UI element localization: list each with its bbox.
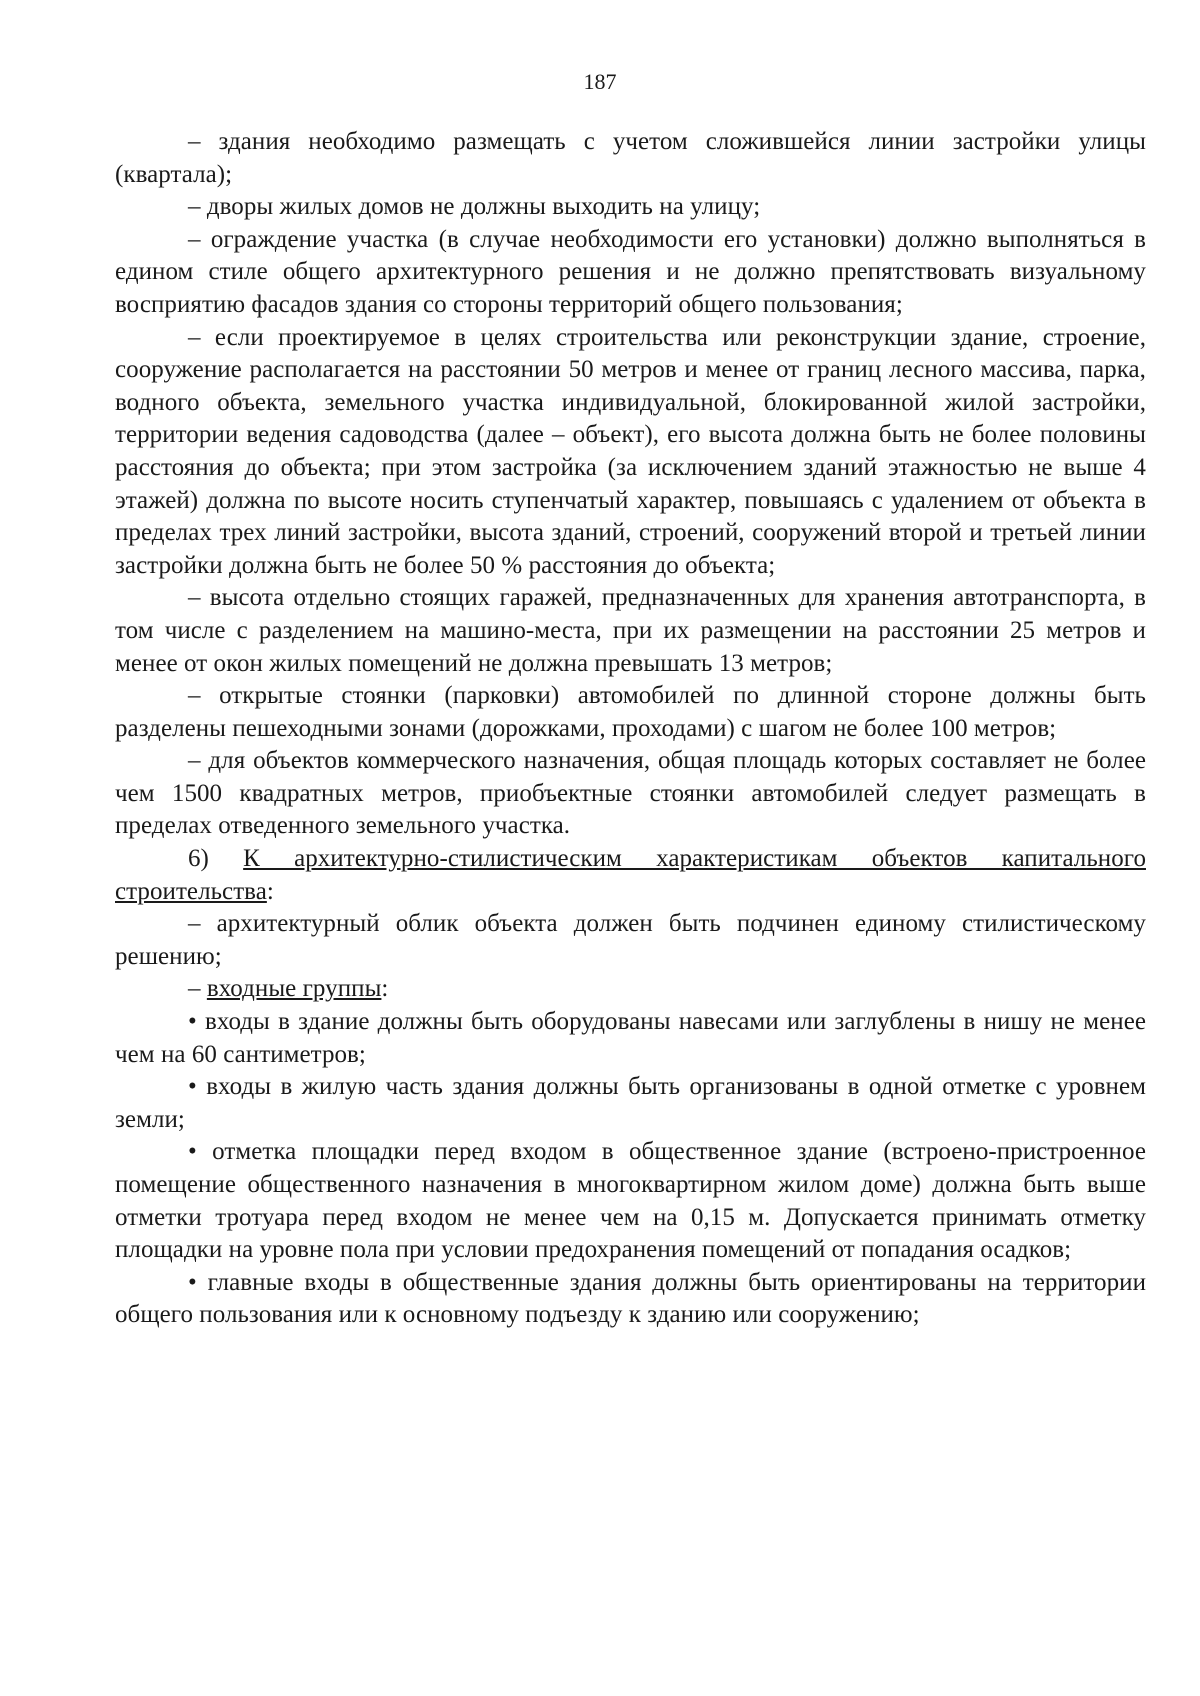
- document-body: [115, 126, 1146, 1332]
- paragraph-parking: – открытые стоянки (парковки) автомобилей по длинной стороне должны быть разделены пешеходными зонами (дорожками, проходами) с шагом не более 100 метров;: [115, 682, 1146, 742]
- entrance-groups-dash: –: [188, 975, 207, 1003]
- paragraph-yards: – дворы жилых домов не должны выходить на улицу;: [188, 193, 761, 221]
- bullet-platform-elevation: • отметка площадки перед входом в общественное здание (встроено-пристроенное помещение общественного назначения в многоквартирном жилом доме) должна быть выше отметки тротуара перед входом не менее чем на 0,15 м. Допускается принимать отметку площадки на уровне пола при условии предохранения помещений от попадания осадков;: [115, 1138, 1146, 1264]
- page-number: 187: [583, 69, 617, 94]
- paragraph-building-height: – если проектируемое в целях строительства или реконструкции здание, строение, сооружение располагается на расстоянии 50 метров и менее от границ лесного массива, парка, водного объекта, земельного участка индивидуальной, блокированной жилой застройки, территории ведения садоводства (далее – объект), его высота должна быть не более половины расстояния до объекта; при этом застройка (за исключением зданий этажностью не выше 4 этажей) должна по высоте носить ступенчатый характер, повышаясь с удалением от объекта в пределах трех линий застройки, высота зданий, строений, сооружений второй и третьей линии застройки должна быть не более 50 % расстояния до объекта;: [115, 323, 1146, 579]
- paragraph-architectural-style: – архитектурный облик объекта должен быть подчинен единому стилистическому решению;: [115, 910, 1146, 970]
- paragraph-building-line: – здания необходимо размещать с учетом сложившейся линии застройки улицы (квартала);: [115, 128, 1146, 188]
- entrance-groups-colon: :: [381, 975, 389, 1003]
- entrance-groups-heading: входные группы: [206, 975, 382, 1003]
- section-6-number: 6): [188, 845, 244, 873]
- paragraph-garages: – высота отдельно стоящих гаражей, предназначенных для хранения автотранспорта, в том числе с разделением на машино-места, при их размещении на расстоянии 25 метров и менее от окон жилых помещений не должна превышать 13 метров;: [115, 584, 1146, 677]
- bullet-main-entrances: • главные входы в общественные здания должны быть ориентированы на территории общего пользования или к основному подъезду к зданию или сооружению;: [115, 1268, 1146, 1329]
- section-6-heading: К архитектурно-стилистическим характеристикам объектов капитального строительства: [115, 845, 1146, 905]
- paragraph-section-6: [115, 843, 1146, 908]
- paragraph-commercial-parking: – для объектов коммерческого назначения, общая площадь которых составляет не более чем 1500 квадратных метров, приобъектные стоянки автомобилей следует размещать в пределах отведенного земельного участка.: [115, 747, 1146, 840]
- section-6-colon: :: [266, 877, 274, 905]
- paragraph-fencing: – ограждение участка (в случае необходимости его установки) должно выполняться в едином стиле общего архитектурного решения и не должно препятствовать визуальному восприятию фасадов здания со стороны территорий общего пользования;: [115, 225, 1146, 318]
- bullet-ground-level-entrance: • входы в жилую часть здания должны быть организованы в одной отметке с уровнем земли;: [115, 1073, 1146, 1133]
- paragraph-entrance-groups: [115, 973, 1146, 1006]
- bullet-entrance-canopies: • входы в здание должны быть оборудованы навесами или заглублены в нишу не менее чем на 60 сантиметров;: [115, 1008, 1146, 1068]
